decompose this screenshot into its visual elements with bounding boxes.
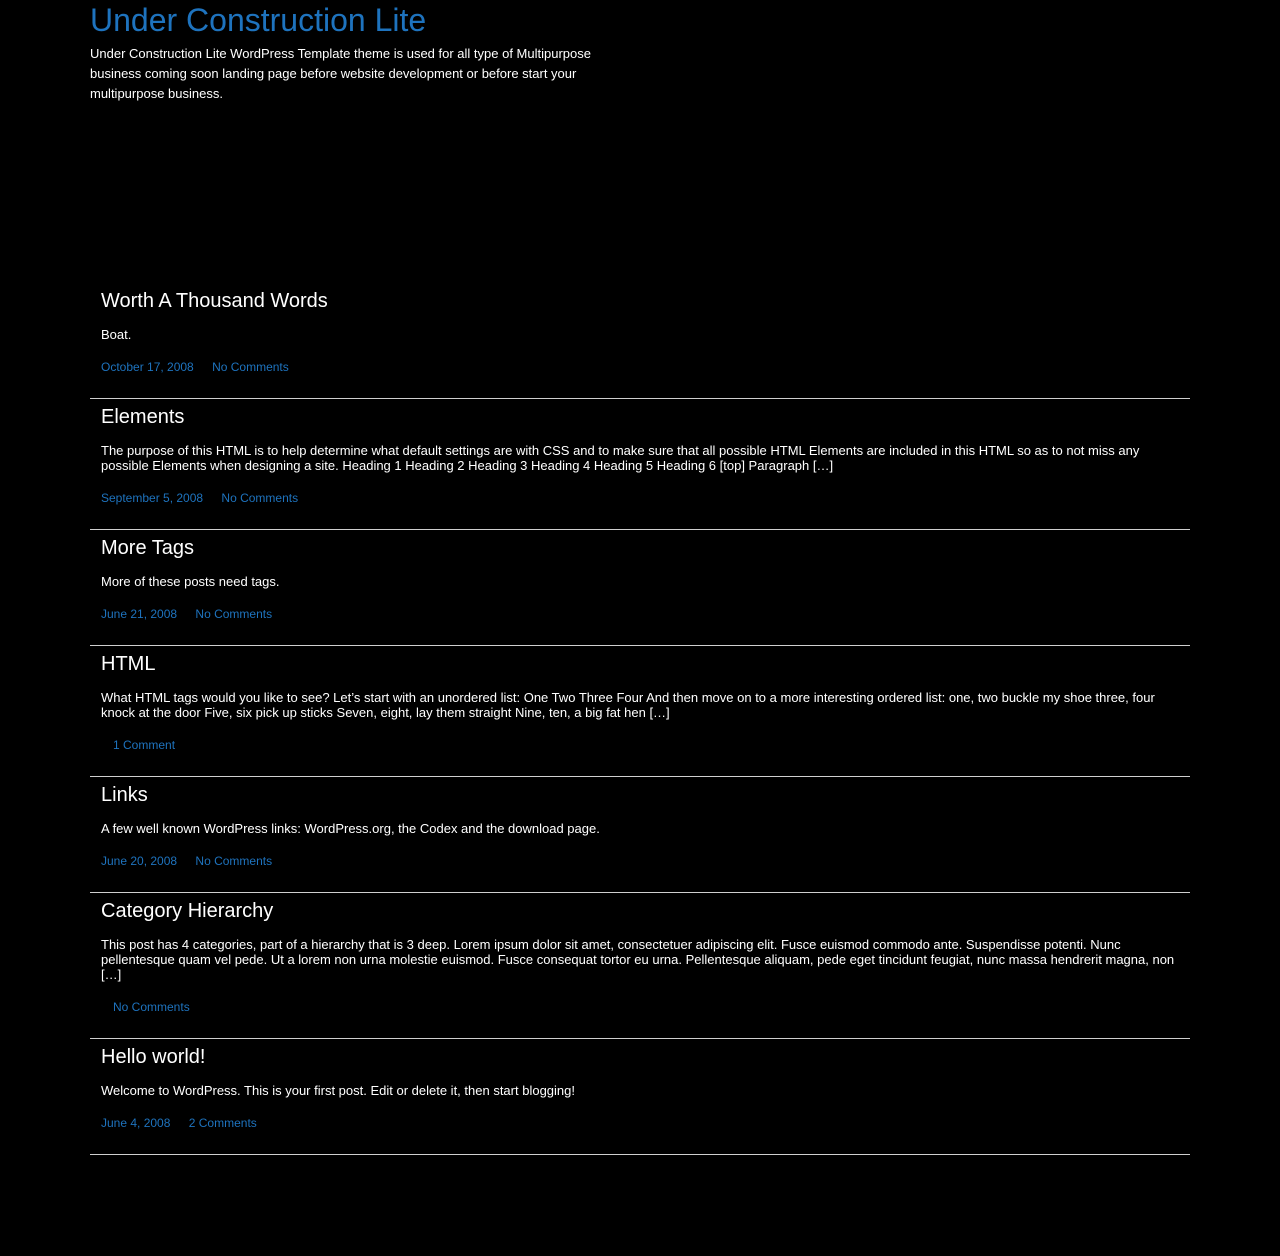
post-excerpt: More of these posts need tags. xyxy=(101,574,280,589)
post-excerpt: A few well known WordPress links: WordPress.org, the Codex and the download page. xyxy=(101,821,600,836)
post-date-link[interactable]: September 5, 2008 xyxy=(101,491,204,505)
post-item xyxy=(90,893,1190,1039)
post-date-link[interactable]: June 21, 2008 xyxy=(101,607,178,621)
post-meta xyxy=(101,854,1179,892)
post-item xyxy=(90,399,1190,530)
post-excerpt: What HTML tags would you like to see? Let’s start with an unordered list: One Two Three Four And then move on to a more interesting ordered list: one, two buckle my shoe three, four knock at the door Five, six pick up sticks Seven, eight, lay them straight Nine, ten, a big fat hen […] xyxy=(101,690,1155,720)
post-excerpt: The purpose of this HTML is to help determine what default settings are with CSS and to make sure that all possible HTML Elements are included in this HTML so as to not miss any possible Elements when designing a site. Heading 1 Heading 2 Heading 3 Heading 4 Heading 5 Heading 6 [top] Paragraph […] xyxy=(101,443,1140,473)
site-description: Under Construction Lite WordPress Template theme is used for all type of Multipurpose business coming soon landing page before website development or before start your multipurpose business. xyxy=(90,46,591,101)
post-meta xyxy=(101,1000,1179,1038)
site-title-link[interactable]: Under Construction Lite xyxy=(90,2,427,38)
post-meta xyxy=(101,491,1179,529)
post-date-link[interactable]: June 20, 2008 xyxy=(101,854,178,868)
post-meta xyxy=(101,738,1179,776)
site-header xyxy=(90,0,1190,283)
post-item xyxy=(90,646,1190,777)
post-comments-link[interactable]: No Comments xyxy=(221,491,299,505)
post-excerpt: Boat. xyxy=(101,327,132,342)
post-title-link[interactable]: More Tags xyxy=(101,537,195,559)
post-comments-link[interactable]: 2 Comments xyxy=(188,1116,257,1130)
post-comments-link[interactable]: 1 Comment xyxy=(113,738,176,752)
post-comments-link[interactable]: No Comments xyxy=(195,854,273,868)
post-item xyxy=(90,530,1190,646)
post-meta xyxy=(101,607,1179,645)
post-list xyxy=(90,283,1190,1155)
post-title-link[interactable]: Category Hierarchy xyxy=(101,900,274,922)
post-item xyxy=(90,777,1190,893)
post-comments-link[interactable]: No Comments xyxy=(212,360,289,374)
post-title-link[interactable]: Hello world! xyxy=(101,1046,206,1068)
post-title-link[interactable]: Links xyxy=(101,784,148,806)
post-title-link[interactable]: Worth A Thousand Words xyxy=(101,290,328,312)
post-title-link[interactable]: HTML xyxy=(101,653,156,675)
post-comments-link[interactable]: No Comments xyxy=(195,607,273,621)
post-date-link[interactable]: June 4, 2008 xyxy=(101,1116,171,1130)
post-meta xyxy=(101,1116,1179,1154)
post-meta xyxy=(101,360,1179,398)
post-item xyxy=(90,1039,1190,1155)
post-date-link[interactable]: October 17, 2008 xyxy=(101,360,194,374)
post-excerpt: Welcome to WordPress. This is your first post. Edit or delete it, then start blogging! xyxy=(101,1083,575,1098)
post-comments-link[interactable]: No Comments xyxy=(113,1000,190,1014)
post-item xyxy=(90,283,1190,399)
page-wrapper xyxy=(90,0,1190,1155)
post-title-link[interactable]: Elements xyxy=(101,406,185,428)
post-excerpt: This post has 4 categories, part of a hierarchy that is 3 deep. Lorem ipsum dolor sit amet, consectetuer adipiscing elit. Fusce euismod commodo ante. Suspendisse potenti. Nunc pellentesque quam vel pede. Ut a lorem non urna molestie euismod. Fusce consequat tortor eu urna. Pellentesque aliquam, pede eget tincidunt feugiat, nunc massa hendrerit magna, non […] xyxy=(101,937,1175,982)
